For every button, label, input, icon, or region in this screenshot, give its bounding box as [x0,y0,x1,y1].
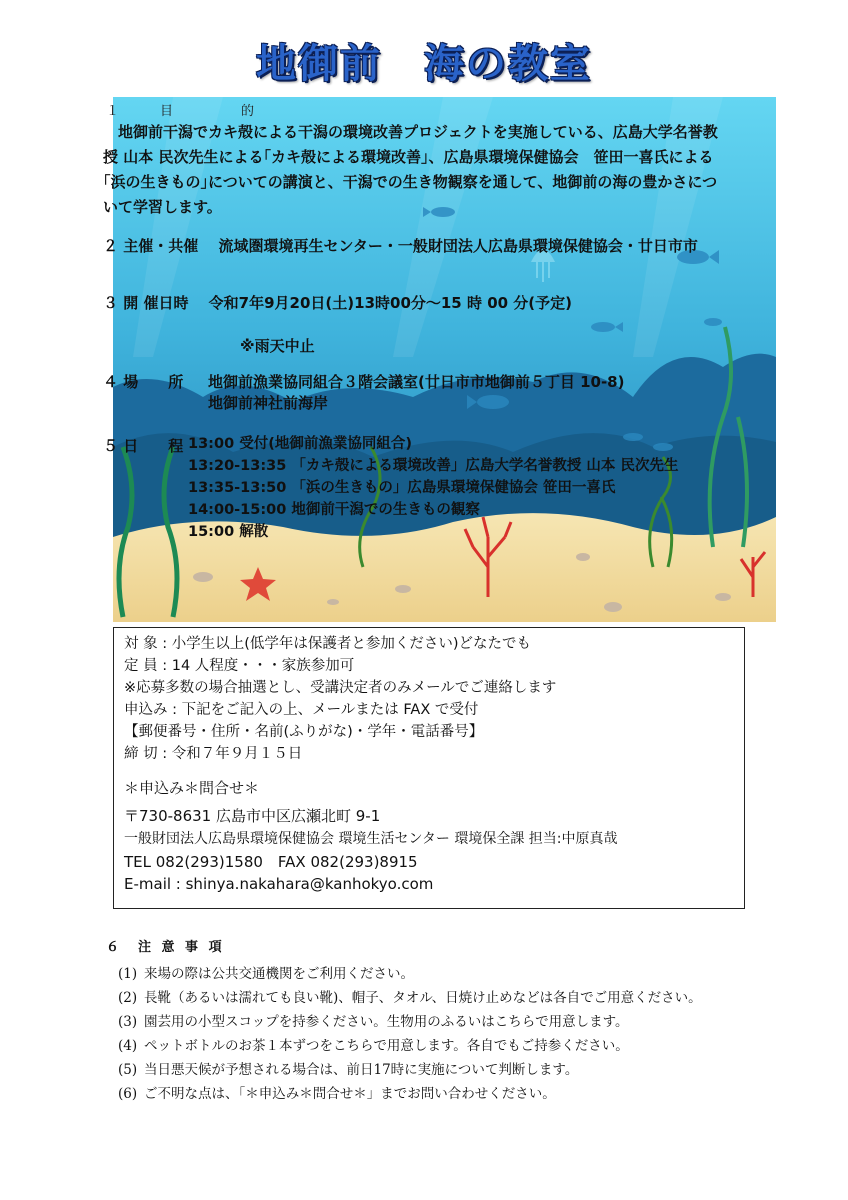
note-item [118,962,414,982]
note-item [118,1082,556,1102]
note-item [118,1034,629,1054]
contact-email[interactable]: E-mail : shinya.nakahara@kanhokyo.com [124,875,434,893]
note-number: (6) [118,1086,138,1102]
note-number: (5) [118,1062,138,1078]
info-line: 締 切 : 令和７年９月１５日 [124,746,303,762]
purpose-text [103,120,753,220]
info-line: 申込み : 下記をご記入の上、メールまたは FAX で受付 [124,702,479,718]
rain-cancel-note: ※雨天中止 [240,337,315,355]
schedule-item: 14:00-15:00 地御前干潟での生きもの観察 [188,502,480,518]
note-number: (3) [118,1014,138,1030]
contact-line: 一般財団法人広島県環境保健協会 環境生活センター 環境保全課 担当:中原真哉 [124,831,618,847]
purpose-line: いて学習します。 [103,198,222,216]
purpose-heading: １ 目 的 [106,104,269,119]
note-text: 来場の際は公共交通機関をご利用ください。 [144,966,414,982]
info-line: 対 象 : 小学生以上(低学年は保護者と参加ください)どなたでも [124,636,532,652]
schedule-label: ５ 日 程 [103,437,184,455]
page-title: 地御前 海の教室 [256,41,592,87]
note-item [118,1058,578,1078]
purpose-line: 地御前干潟でカキ殻による干潟の環境改善プロジェクトを実施している、広島大学名誉教 [103,123,718,141]
info-line: 定 員 : 14 人程度・・・家族参加可 [124,658,355,674]
contact-line: TEL 082(293)1580 FAX 082(293)8915 [124,853,418,871]
note-text: 長靴（あるいは濡れても良い靴)、帽子、タオル、日焼け止めなどは各自でご用意ください。 [144,990,702,1006]
info-line: ※応募多数の場合抽選とし、受講決定者のみメールでご連絡します [124,680,557,696]
notes-heading: ６ 注 意 事 項 [106,940,225,955]
note-item [118,986,702,1006]
purpose-line: 授 山本 民次先生による｢カキ殻による環境改善｣、広島県環境保健協会 笹田一喜氏による [103,148,714,166]
organizer-line: ２ 主催・共催 流域圏環境再生センター・一般財団法人広島県環境保健協会・廿日市市 [103,237,698,255]
note-number: (1) [118,966,138,982]
purpose-line: ｢浜の生きもの｣についての講演と、干潟での生き物観察を通して、地御前の海の豊かさにつ [103,173,718,191]
note-text: ご不明な点は、「＊申込み＊問合せ＊」までお問い合わせください。 [144,1086,556,1102]
place-venue: 地御前漁業協同組合３階会議室(廿日市市地御前５丁目 10-8) [208,373,625,391]
info-line: 【郵便番号・住所・名前(ふりがな)・学年・電話番号】 [124,724,484,740]
schedule-item: 13:35-13:50 「浜の生きもの」広島県環境保健協会 笹田一喜氏 [188,480,616,496]
schedule-item: 15:00 解散 [188,524,269,540]
schedule-item: 13:20-13:35 「カキ殻による環境改善」広島大学名誉教授 山本 民次先生 [188,458,679,474]
contact-line: 〒730-8631 広島市中区広瀬北町 9-1 [124,807,381,825]
note-number: (4) [118,1038,138,1054]
note-number: (2) [118,990,138,1006]
note-text: 園芸用の小型スコップを持参ください。生物用のふるいはこちらで用意します。 [144,1014,629,1030]
contact-heading: ＊申込み＊問合せ＊ [124,779,260,797]
note-text: ペットボトルのお茶１本ずつをこちらで用意します。各自でもご持参ください。 [144,1038,629,1054]
note-item [118,1010,629,1030]
datetime-line: ３ 開 催日時 令和7年9月20日(土)13時00分～15 時 00 分(予定) [103,294,573,312]
schedule-item: 13:00 受付(地御前漁業協同組合) [188,436,412,452]
note-text: 当日悪天候が予想される場合は、前日17時に実施について判断します。 [144,1062,579,1078]
place-shore: 地御前神社前海岸 [208,394,329,412]
place-label: ４ 場 所 [103,373,184,391]
